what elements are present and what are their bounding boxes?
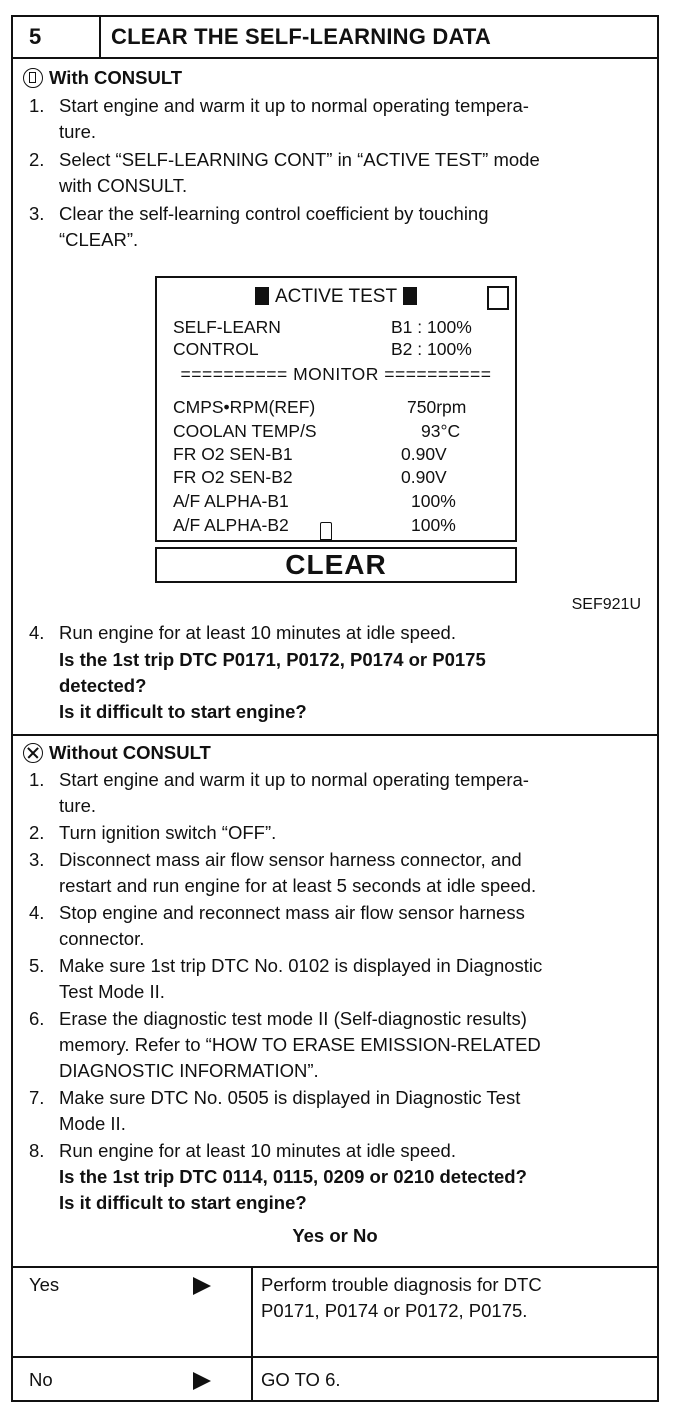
step-text: Start engine and warm it up to normal operating tempera- [59,95,529,116]
step-text: Erase the diagnostic test mode II (Self-diagnostic results) [59,1008,527,1029]
active-test-label: ACTIVE TEST [274,286,398,307]
step-text: Turn ignition switch “OFF”. [59,822,277,843]
step-text: ture. [59,795,97,816]
consult-screen-figure [155,276,517,542]
step-text: Make sure DTC No. 0505 is displayed in Diagnostic Test [59,1087,521,1108]
monitor-item-label: CMPS•RPM(REF) [173,397,316,417]
step-text: Mode II. [59,1113,126,1134]
arrow-right-icon [193,1372,211,1390]
step-num: 2. [29,149,45,170]
monitor-item-value: 100% [411,515,456,535]
marker-square-icon [403,287,417,305]
step-num: 8. [29,1140,45,1161]
arrow-right-icon [193,1277,211,1295]
step-text: Clear the self-learning control coefficient by touching [59,203,489,224]
screen-title [157,284,515,310]
step-text: Disconnect mass air flow sensor harness connector, and [59,849,522,870]
yes-or-no-prompt: Yes or No [292,1225,378,1246]
step-text: Make sure 1st trip DTC No. 0102 is displayed in Diagnostic [59,955,543,976]
no-consult-icon [23,743,43,763]
step-num: 4. [29,622,45,643]
consult-icon [23,68,43,88]
step-number: 5 [13,17,101,57]
step-num: 4. [29,902,45,923]
step-text: DIAGNOSTIC INFORMATION”. [59,1060,319,1081]
step-text: memory. Refer to “HOW TO ERASE EMISSION-RELATED [59,1034,541,1055]
step-text: Test Mode II. [59,981,165,1002]
clear-button[interactable]: CLEAR [155,547,517,583]
step-num: 2. [29,822,45,843]
step-text: connector. [59,928,145,949]
step-text: Run engine for at least 10 minutes at idle speed. [59,622,456,643]
step-num: 6. [29,1008,45,1029]
self-learn-label: CONTROL [173,339,259,359]
monitor-item-value: 93°C [421,421,461,441]
self-learn-value: B1 : 100% [391,317,472,337]
self-learn-label: SELF-LEARN [173,317,281,337]
step-text: with CONSULT. [59,175,188,196]
result-label: Yes [29,1274,60,1295]
step-title: CLEAR THE SELF-LEARNING DATA [111,24,491,49]
screen-checkbox-icon [487,286,509,310]
question-text: Is it difficult to start engine? [59,701,307,722]
step-num: 7. [29,1087,45,1108]
without-consult-section [13,736,657,1268]
without-consult-label: Without CONSULT [49,742,211,763]
step-text: restart and run engine for at least 5 seconds at idle speed. [59,875,537,896]
self-learn-value: B2 : 100% [391,339,472,359]
with-consult-section [13,59,657,736]
step-header [13,17,657,59]
marker-square-icon [255,287,269,305]
result-cell [13,1266,253,1356]
result-row-no [13,1358,657,1402]
monitor-divider: ========== MONITOR ========== [180,364,492,384]
monitor-item-value: 750rpm [407,397,467,417]
step-text: “CLEAR”. [59,229,139,250]
result-action: GO TO 6. [261,1369,341,1390]
procedure-table [11,15,659,1402]
step-text: ture. [59,121,97,142]
step-num: 5. [29,955,45,976]
with-consult-heading [23,65,182,91]
result-action: Perform trouble diagnosis for DTC [261,1274,542,1295]
touch-pointer-icon [320,522,332,540]
result-action: P0171, P0174 or P0172, P0175. [261,1300,528,1321]
with-consult-label: With CONSULT [49,67,183,88]
result-cell [13,1358,253,1402]
step-num: 3. [29,849,45,870]
monitor-item-label: FR O2 SEN-B1 [173,444,293,464]
monitor-item-value: 0.90V [401,467,447,487]
step-text: Stop engine and reconnect mass air flow sensor harness [59,902,525,923]
step-num: 1. [29,95,45,116]
monitor-item-label: FR O2 SEN-B2 [173,467,293,487]
step-text: Select “SELF-LEARNING CONT” in “ACTIVE TEST” mode [59,149,540,170]
without-consult-heading [23,740,211,766]
monitor-item-label: COOLAN TEMP/S [173,421,317,441]
question-text: Is the 1st trip DTC P0171, P0172, P0174 or P0175 [59,649,486,670]
result-label: No [29,1369,53,1390]
question-text: Is the 1st trip DTC 0114, 0115, 0209 or 0210 detected? [59,1166,527,1187]
monitor-item-label: A/F ALPHA-B2 [173,515,289,535]
step-text: Start engine and warm it up to normal operating tempera- [59,769,529,790]
step-num: 3. [29,203,45,224]
monitor-item-value: 100% [411,491,456,511]
step-text: Run engine for at least 10 minutes at idle speed. [59,1140,456,1161]
figure-code: SEF921U [571,596,641,613]
question-text: Is it difficult to start engine? [59,1192,307,1213]
question-text: detected? [59,675,147,696]
monitor-item-label: A/F ALPHA-B1 [173,491,289,511]
result-row-yes [13,1266,657,1358]
step-num: 1. [29,769,45,790]
monitor-item-value: 0.90V [401,444,447,464]
